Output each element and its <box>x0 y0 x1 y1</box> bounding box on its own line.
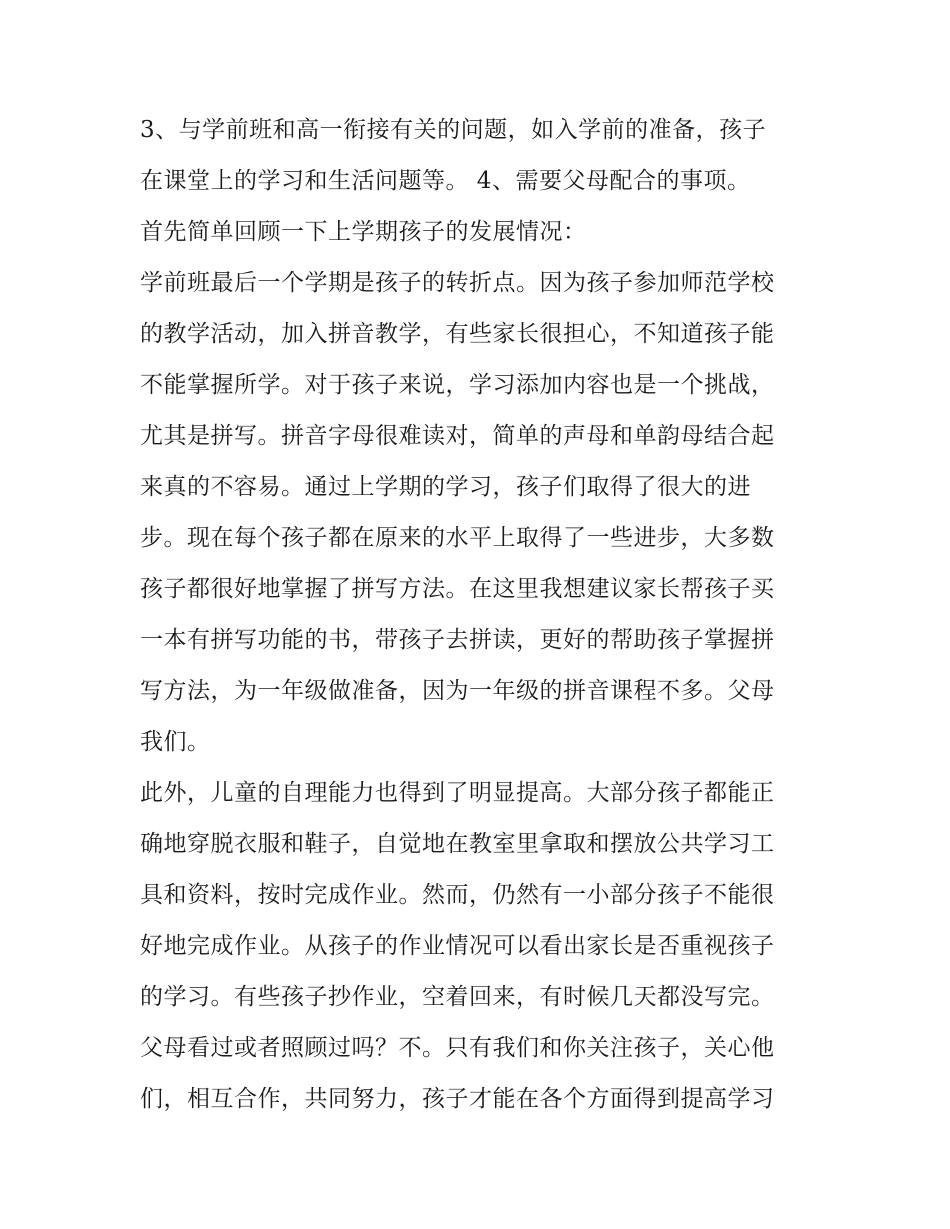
text-line: 3、与学前班和高一衔接有关的问题，如入学前的准备，孩子 <box>140 117 767 143</box>
text-line: 首先简单回顾一下上学期孩子的发展情况： <box>140 219 587 245</box>
text-line: 来真的不容易。通过上学期的学习，孩子们取得了很大的进 <box>140 474 751 500</box>
text-line: 不能掌握所学。对于孩子来说，学习添加内容也是一个挑战， <box>140 372 775 398</box>
text-line: 孩子都很好地掌握了拼写方法。在这里我想建议家长帮孩子买 <box>140 576 775 602</box>
text-line: 的学习。有些孩子抄作业，空着回来，有时候几天都没写完。 <box>140 984 775 1010</box>
text-line: 在课堂上的学习和生活问题等。 4、需要父母配合的事项。 <box>140 168 751 194</box>
text-line: 具和资料，按时完成作业。然而，仍然有一小部分孩子不能很 <box>140 882 775 908</box>
text-line: 此外，儿童的自理能力也得到了明显提高。大部分孩子都能正 <box>140 780 775 806</box>
document-body <box>140 105 830 1125</box>
text-line: 步。现在每个孩子都在原来的水平上取得了一些进步，大多数 <box>140 525 775 551</box>
text-line: 们，相互合作，共同努力，孩子才能在各个方面得到提高学习 <box>140 1086 775 1112</box>
text-line: 好地完成作业。从孩子的作业情况可以看出家长是否重视孩子 <box>140 933 775 959</box>
text-line: 我们。 <box>140 729 211 755</box>
text-line: 父母看过或者照顾过吗？不。只有我们和你关注孩子，关心他 <box>140 1035 775 1061</box>
text-line: 一本有拼写功能的书，带孩子去拼读，更好的帮助孩子掌握拼 <box>140 627 775 653</box>
text-line: 尤其是拼写。拼音字母很难读对，简单的声母和单韵母结合起 <box>140 423 775 449</box>
text-line: 的教学活动，加入拼音教学，有些家长很担心，不知道孩子能 <box>140 321 775 347</box>
text-line: 写方法，为一年级做准备，因为一年级的拼音课程不多。父母 <box>140 678 775 704</box>
text-line: 学前班最后一个学期是孩子的转折点。因为孩子参加师范学校 <box>140 270 775 296</box>
text-line: 确地穿脱衣服和鞋子，自觉地在教室里拿取和摆放公共学习工 <box>140 831 775 857</box>
